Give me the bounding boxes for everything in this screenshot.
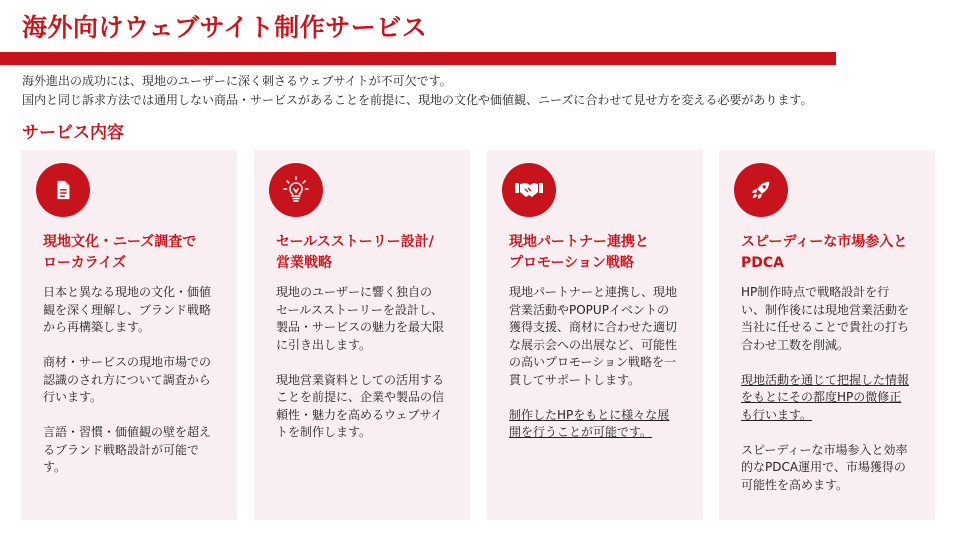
section-title: サービス内容 (22, 123, 124, 143)
card-paragraph-line: の高いプロモーション戦略を一 (509, 355, 677, 369)
card-paragraph-line: 営業活動やPOPUPイベントの (509, 302, 669, 317)
card-paragraph-line: 現地活動を通じて把握した情報 (741, 372, 910, 387)
card-paragraph-line: 商材・サービスの現地市場での (43, 355, 212, 369)
card-title-line: スピーディーな市場参入と (741, 234, 908, 250)
card-paragraph (276, 284, 464, 354)
icon-badge (269, 163, 323, 217)
service-card (254, 150, 470, 520)
card-paragraph (741, 442, 929, 495)
card-paragraph-line: トを制作します。 (276, 425, 372, 439)
lightbulb-icon (281, 175, 311, 205)
card-body (43, 284, 231, 494)
card-paragraph-line: ことを前提に、企業や製品の信 (276, 390, 445, 404)
card-paragraph-line: から再構築します。 (43, 320, 151, 334)
card-title (741, 232, 931, 274)
card-paragraph-line: 現地営業資料としての活用する (276, 372, 445, 387)
card-paragraph-line: に引き出します。 (276, 337, 372, 352)
card-body (741, 284, 929, 512)
card-title (43, 232, 233, 274)
card-paragraph (741, 372, 929, 425)
intro-line: 国内と同じ訴求方法では通用しない商品・サービスがあることを前提に、現地の文化や価値観、ニーズに合わせて見せ方を変える必要があります。 (22, 93, 813, 107)
card-paragraph-line: 獲得支援、商材に合わせた適切 (509, 320, 678, 334)
card-paragraph-line: 貫してサポートします。 (509, 372, 641, 387)
card-paragraph-line: い、制作後には現地営業活動を (741, 302, 910, 317)
card-title-line: PDCA (741, 255, 784, 271)
card-paragraph-line: 当社に任せることで貴社の打ち (741, 320, 910, 334)
card-paragraph-line: 現地のユーザーに響く独自の (276, 285, 433, 299)
card-paragraph-line: 製品・サービスの魅力を最大限 (276, 320, 445, 334)
card-paragraph (43, 354, 231, 407)
card-paragraph (509, 284, 697, 389)
card-paragraph-line: 合わせ工数を削減。 (741, 337, 850, 352)
card-title (276, 232, 466, 274)
card-paragraph-line: 日本と異なる現地の文化・価値 (43, 285, 212, 299)
card-title-line: セールスストーリー設計/ (276, 234, 434, 250)
card-paragraph (741, 284, 929, 354)
card-title (509, 232, 699, 274)
card-paragraph-line: 認識のされ方について調査から (43, 372, 211, 387)
service-card (719, 150, 935, 520)
icon-badge (502, 163, 556, 217)
card-paragraph-line: 可能性を高めます。 (741, 477, 849, 492)
service-card (487, 150, 703, 520)
card-paragraph-line: HP制作時点で戦略設計を行 (741, 285, 890, 299)
card-paragraph-line: も行います。 (741, 407, 813, 422)
document-icon (52, 179, 74, 201)
card-paragraph-line: 的なPDCA運用で、市場獲得の (741, 460, 906, 474)
card-title-line: 現地文化・ニーズ調査で (43, 234, 197, 250)
intro-text (22, 72, 812, 110)
service-card (21, 150, 237, 520)
rocket-icon (750, 179, 772, 201)
card-body (509, 284, 697, 459)
card-body (276, 284, 464, 459)
card-paragraph-line: 制作したHPをもとに様々な展 (509, 407, 670, 422)
card-title-line: ローカライズ (43, 255, 127, 271)
card-paragraph-line: 行います。 (43, 390, 103, 404)
card-paragraph-line: な展示会への出展など、可能性 (509, 337, 678, 352)
card-paragraph-line: スピーディーな市場参入と効率 (741, 442, 908, 457)
card-paragraph-line: るブランド戦略設計が可能で (43, 442, 200, 457)
icon-badge (734, 163, 788, 217)
title-underline-bar (0, 52, 836, 65)
card-paragraph-line: す。 (43, 460, 67, 474)
card-title-line: プロモーション戦略 (509, 255, 634, 271)
intro-line: 海外進出の成功には、現地のユーザーに深く刺さるウェブサイトが不可欠です。 (22, 74, 452, 88)
card-paragraph-line: 言語・習慣・価値観の壁を超え (43, 425, 212, 439)
card-paragraph (43, 284, 231, 337)
card-paragraph-line: をもとにその都度HPの微修正 (741, 390, 902, 404)
icon-badge (36, 163, 90, 217)
card-paragraph (43, 424, 231, 477)
page-title: 海外向けウェブサイト制作サービス (22, 13, 428, 42)
card-paragraph-line: 頼性・魅力を高めるウェブサイ (276, 407, 443, 422)
card-paragraph (509, 407, 697, 442)
card-title-line: 営業戦略 (276, 255, 332, 271)
card-paragraph-line: 開を行うことが可能です。 (509, 425, 653, 439)
handshake-icon (515, 180, 543, 200)
card-paragraph (276, 372, 464, 442)
card-paragraph-line: セールスストーリーを設計し、 (276, 302, 443, 317)
card-title-line: 現地パートナー連携と (509, 234, 649, 250)
card-paragraph-line: 現地パートナーと連携し、現地 (509, 285, 678, 299)
card-paragraph-line: 観を深く理解し、ブランド戦略 (43, 302, 212, 317)
